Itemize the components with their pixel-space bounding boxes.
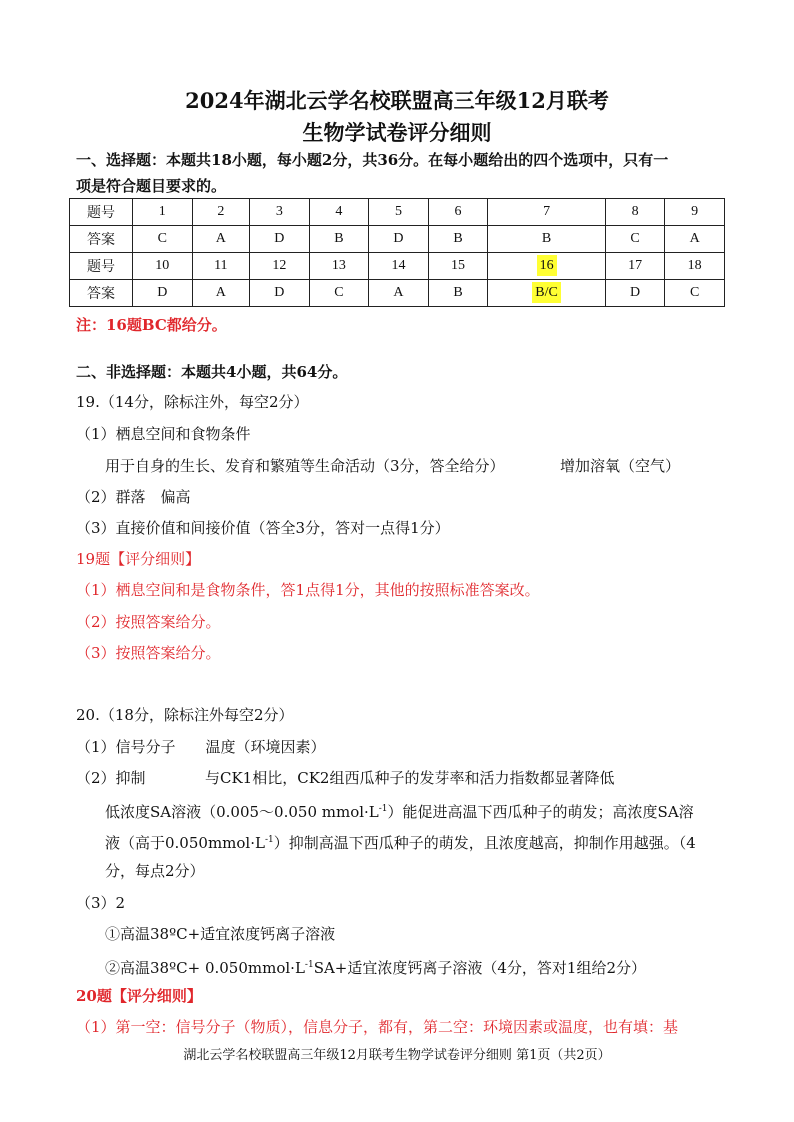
q20-answer-2c [105, 799, 694, 822]
section2-heading: 二、非选择题：本题共4小题，共64分。 [76, 363, 348, 381]
cell-num: 5 [369, 199, 429, 226]
cell-num: 10 [133, 253, 193, 280]
text-segment: ②高温38ºC+ 0.050mmol·L [105, 959, 305, 977]
q19-rubric-3: （3）按照答案给分。 [76, 644, 221, 662]
cell-ans: D [250, 226, 310, 253]
text-segment: 液（高于0.050mmol·L [105, 834, 265, 852]
row-header-ans: 答案 [70, 280, 133, 307]
highlight-bc: B/C [532, 282, 561, 303]
cell-ans: A [192, 226, 250, 253]
table-row [70, 280, 725, 307]
q20-answer-3a: ①高温38ºC+适宜浓度钙离子溶液 [105, 925, 336, 943]
q20-heading: 20.（18分，除标注外每空2分） [76, 706, 294, 724]
cell-num: 7 [488, 199, 605, 226]
cell-ans: A [369, 280, 429, 307]
q19-rubric-1: （1）栖息空间和是食物条件，答1点得1分，其他的按照标准答案改。 [76, 581, 540, 599]
cell-ans: C [605, 226, 665, 253]
section1-instructions: 一、选择题：本题共18小题，每小题2分，共36分。在每小题给出的四个选项中，只有一 [76, 151, 669, 169]
cell-num: 18 [665, 253, 725, 280]
cell-num: 17 [605, 253, 665, 280]
q19-answer-1: （1）栖息空间和食物条件 [76, 425, 251, 443]
cell-ans: B [488, 226, 605, 253]
q19-rubric-title: 19题【评分细则】 [76, 550, 201, 568]
cell-num: 6 [428, 199, 488, 226]
q20-rubric-1: （1）第一空：信号分子（物质），信息分子，都有，第二空：环境因素或温度，也有填：基 [76, 1018, 679, 1036]
cell-ans-highlighted [488, 280, 605, 307]
table-row [70, 226, 725, 253]
q20-answer-2a: （2）抑制 [76, 769, 146, 787]
cell-ans: B [309, 226, 369, 253]
cell-ans: D [133, 280, 193, 307]
superscript: -1 [304, 960, 314, 970]
cell-ans: C [133, 226, 193, 253]
q19-rubric-2: （2）按照答案给分。 [76, 613, 221, 631]
cell-ans: C [665, 280, 725, 307]
q20-answer-3: （3）2 [76, 894, 126, 912]
q19-answer-1c: 增加溶氧（空气） [560, 457, 681, 475]
cell-ans: D [605, 280, 665, 307]
cell-num: 3 [250, 199, 310, 226]
q20-answer-2e: 分，每点2分） [105, 862, 205, 880]
cell-num: 2 [192, 199, 250, 226]
q20-answer-1: （1）信号分子 温度（环境因素） [76, 738, 326, 756]
cell-num: 8 [605, 199, 665, 226]
answer-table [69, 198, 725, 307]
cell-num: 14 [369, 253, 429, 280]
cell-ans: A [665, 226, 725, 253]
cell-num: 13 [309, 253, 369, 280]
highlight-16: 16 [537, 255, 557, 276]
cell-num: 1 [133, 199, 193, 226]
cell-ans: B [428, 280, 488, 307]
cell-ans: B [428, 226, 488, 253]
text-segment: ）抑制高温下西瓜种子的萌发，且浓度越高，抑制作用越强。（4 [273, 834, 696, 852]
cell-num: 12 [250, 253, 310, 280]
text-segment: 低浓度SA溶液（0.005～0.050 mmol·L [105, 803, 379, 821]
row-header-num: 题号 [70, 253, 133, 280]
superscript: -1 [378, 804, 388, 814]
row-header-num: 题号 [70, 199, 133, 226]
section1-instructions-cont: 项是符合题目要求的。 [76, 177, 227, 195]
cell-num: 4 [309, 199, 369, 226]
table-row [70, 199, 725, 226]
q19-answer-2: （2）群落 偏高 [76, 488, 191, 506]
q20-answer-2d [105, 830, 696, 853]
cell-num: 15 [428, 253, 488, 280]
text-segment: ）能促进高温下西瓜种子的萌发；高浓度SA溶 [387, 803, 694, 821]
page-title: 2024年湖北云学名校联盟高三年级12月联考 [185, 88, 609, 113]
page-subtitle: 生物学试卷评分细则 [302, 120, 492, 145]
cell-ans: A [192, 280, 250, 307]
q20-rubric-title: 20题【评分细则】 [76, 987, 202, 1005]
cell-ans: C [309, 280, 369, 307]
q20-answer-3b [105, 955, 646, 978]
cell-num-highlighted [488, 253, 605, 280]
q19-answer-3: （3）直接价值和间接价值（答全3分，答对一点得1分） [76, 519, 450, 537]
text-segment: SA+适宜浓度钙离子溶液（4分，答对1组给2分） [313, 959, 646, 977]
page-footer: 湖北云学名校联盟高三年级12月联考生物学试卷评分细则 第1页（共2页） [183, 1048, 611, 1063]
cell-num: 9 [665, 199, 725, 226]
cell-num: 11 [192, 253, 250, 280]
superscript: -1 [264, 835, 274, 845]
q19-answer-1b: 用于自身的生长、发育和繁殖等生命活动（3分，答全给分） [105, 457, 505, 475]
q19-heading: 19.（14分，除标注外，每空2分） [76, 393, 309, 411]
row-header-ans: 答案 [70, 226, 133, 253]
cell-ans: D [369, 226, 429, 253]
q20-answer-2b: 与CK1相比，CK2组西瓜种子的发芽率和活力指数都显著降低 [205, 769, 615, 787]
table-row [70, 253, 725, 280]
note-16: 注：16题BC都给分。 [76, 316, 227, 334]
cell-ans: D [250, 280, 310, 307]
